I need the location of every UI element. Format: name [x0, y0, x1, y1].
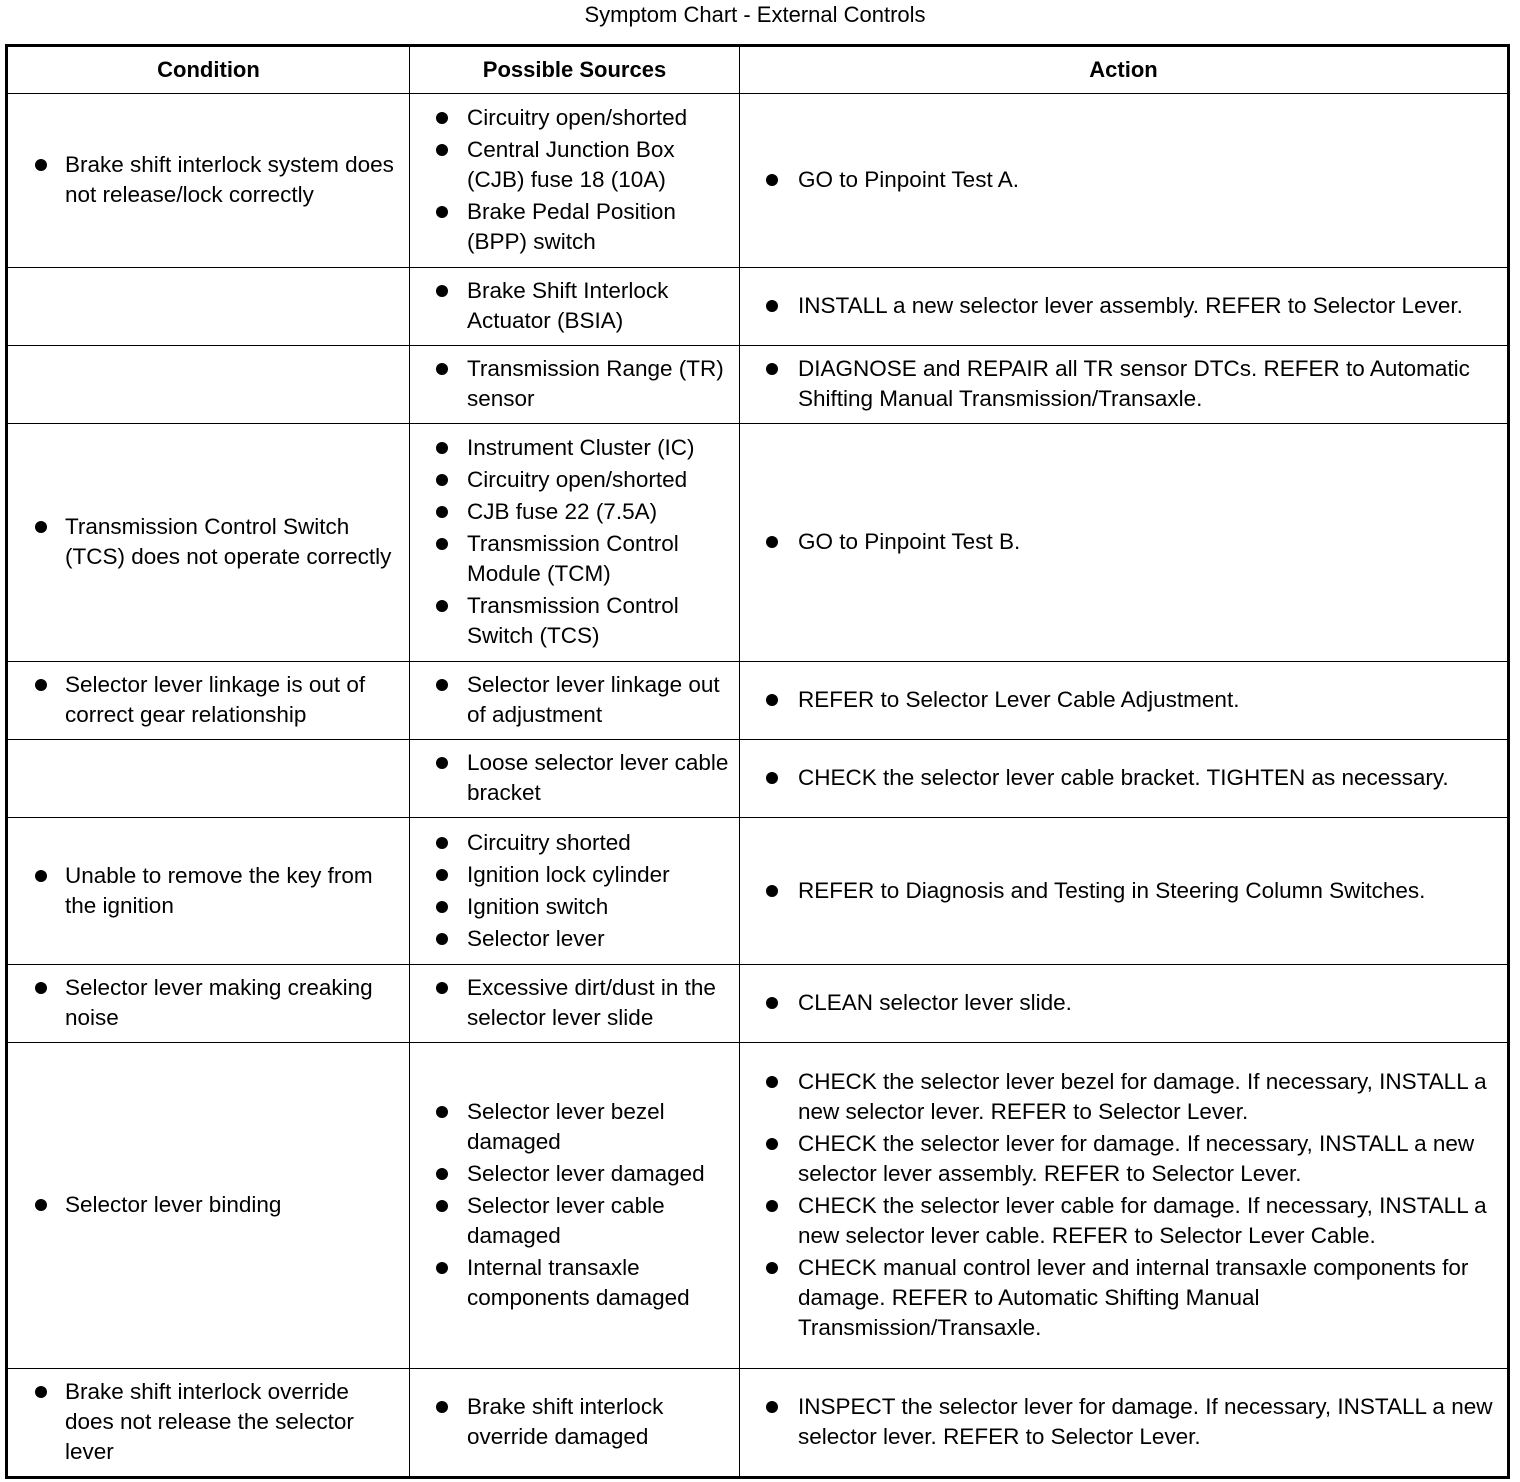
- condition-item: Selector lever making creaking noise: [8, 973, 403, 1033]
- bullet-list: [8, 1183, 409, 1228]
- chart-title: Symptom Chart - External Controls: [584, 2, 926, 27]
- bullet-list: [410, 96, 739, 265]
- action-cell: [740, 965, 1509, 1043]
- source-item: Selector lever linkage out of adjustment: [410, 670, 733, 730]
- bullet-list: [410, 663, 739, 738]
- table-row: [7, 1043, 1509, 1369]
- sources-cell: [410, 94, 740, 268]
- action-item: REFER to Selector Lever Cable Adjustment.: [740, 685, 1501, 715]
- source-item: Ignition lock cylinder: [410, 860, 733, 890]
- condition-cell: [7, 1043, 410, 1369]
- bullet-list: [8, 505, 409, 580]
- table-row: [7, 818, 1509, 965]
- bullet-list: [410, 741, 739, 816]
- action-item: CLEAN selector lever slide.: [740, 988, 1501, 1018]
- condition-item: Brake shift interlock system does not release/lock correctly: [8, 150, 403, 210]
- action-cell: [740, 1369, 1509, 1478]
- bullet-list: [410, 821, 739, 962]
- action-cell: [740, 424, 1509, 662]
- condition-cell: [7, 965, 410, 1043]
- condition-item: Brake shift interlock override does not release the selector lever: [8, 1377, 403, 1467]
- bullet-list: [8, 143, 409, 218]
- bullet-list: [740, 1060, 1507, 1351]
- source-item: Selector lever cable damaged: [410, 1191, 733, 1251]
- sources-cell: [410, 818, 740, 965]
- source-item: Brake shift interlock override damaged: [410, 1392, 733, 1452]
- source-item: Loose selector lever cable bracket: [410, 748, 733, 808]
- action-cell: [740, 346, 1509, 424]
- bullet-list: [410, 966, 739, 1041]
- source-item: Excessive dirt/dust in the selector lever slide: [410, 973, 733, 1033]
- sources-cell: [410, 424, 740, 662]
- source-item: CJB fuse 22 (7.5A): [410, 497, 733, 527]
- action-item: INSTALL a new selector lever assembly. REFER to Selector Lever.: [740, 291, 1501, 321]
- bullet-list: [410, 1090, 739, 1321]
- bullet-list: [740, 520, 1507, 565]
- action-item: GO to Pinpoint Test B.: [740, 527, 1501, 557]
- condition-cell: [7, 424, 410, 662]
- bullet-list: [8, 966, 409, 1041]
- table-row: [7, 346, 1509, 424]
- source-item: Central Junction Box (CJB) fuse 18 (10A): [410, 135, 733, 195]
- bullet-list: [740, 981, 1507, 1026]
- bullet-list: [740, 158, 1507, 203]
- action-cell: [740, 94, 1509, 268]
- source-item: Brake Shift Interlock Actuator (BSIA): [410, 276, 733, 336]
- bullet-list: [410, 269, 739, 344]
- sources-cell: [410, 1369, 740, 1478]
- condition-cell: [7, 818, 410, 965]
- table-row: [7, 965, 1509, 1043]
- source-item: Instrument Cluster (IC): [410, 433, 733, 463]
- source-item: Transmission Range (TR) sensor: [410, 354, 733, 414]
- bullet-list: [740, 1385, 1507, 1460]
- bullet-list: [8, 854, 409, 929]
- bullet-list: [8, 1370, 409, 1475]
- condition-item: Unable to remove the key from the ignition: [8, 861, 403, 921]
- action-cell: [740, 662, 1509, 740]
- bullet-list: [740, 678, 1507, 723]
- condition-cell: [7, 662, 410, 740]
- action-item: GO to Pinpoint Test A.: [740, 165, 1501, 195]
- action-item: CHECK the selector lever for damage. If necessary, INSTALL a new selector lever assembly. REFER to Selector Lever.: [740, 1129, 1501, 1189]
- condition-cell: [7, 94, 410, 268]
- header-condition: Condition: [7, 46, 410, 94]
- source-item: Selector lever bezel damaged: [410, 1097, 733, 1157]
- source-item: Selector lever damaged: [410, 1159, 733, 1189]
- sources-cell: [410, 662, 740, 740]
- action-cell: [740, 740, 1509, 818]
- header-action: Action: [740, 46, 1509, 94]
- table-row: [7, 424, 1509, 662]
- table-row: [7, 94, 1509, 268]
- sources-cell: [410, 346, 740, 424]
- condition-cell: [7, 1369, 410, 1478]
- condition-item: Selector lever linkage is out of correct gear relationship: [8, 670, 403, 730]
- header-row: [7, 46, 1509, 94]
- sources-cell: [410, 268, 740, 346]
- header-possible-sources: Possible Sources: [410, 46, 740, 94]
- bullet-list: [740, 284, 1507, 329]
- sources-cell: [410, 1043, 740, 1369]
- action-cell: [740, 1043, 1509, 1369]
- action-item: DIAGNOSE and REPAIR all TR sensor DTCs. REFER to Automatic Shifting Manual Transmission/Transaxle.: [740, 354, 1501, 414]
- source-item: Circuitry shorted: [410, 828, 733, 858]
- chart-body: [7, 94, 1509, 1478]
- action-item: INSPECT the selector lever for damage. If necessary, INSTALL a new selector lever. REFER to Selector Lever.: [740, 1392, 1501, 1452]
- source-item: Transmission Control Module (TCM): [410, 529, 733, 589]
- bullet-list: [740, 869, 1507, 914]
- sources-cell: [410, 965, 740, 1043]
- action-item: CHECK the selector lever cable for damage. If necessary, INSTALL a new selector lever cable. REFER to Selector Lever Cable.: [740, 1191, 1501, 1251]
- source-item: Ignition switch: [410, 892, 733, 922]
- action-cell: [740, 818, 1509, 965]
- table-row: [7, 1369, 1509, 1478]
- symptom-chart-table: [5, 44, 1510, 1479]
- bullet-list: [410, 426, 739, 659]
- action-cell: [740, 268, 1509, 346]
- action-item: CHECK manual control lever and internal transaxle components for damage. REFER to Automatic Shifting Manual Transmission/Transaxle.: [740, 1253, 1501, 1343]
- action-item: CHECK the selector lever cable bracket. TIGHTEN as necessary.: [740, 763, 1501, 793]
- source-item: Internal transaxle components damaged: [410, 1253, 733, 1313]
- bullet-list: [410, 347, 739, 422]
- action-item: CHECK the selector lever bezel for damage. If necessary, INSTALL a new selector lever. REFER to Selector Lever.: [740, 1067, 1501, 1127]
- condition-cell: [7, 346, 410, 424]
- source-item: Circuitry open/shorted: [410, 465, 733, 495]
- sources-cell: [410, 740, 740, 818]
- bullet-list: [740, 347, 1507, 422]
- source-item: Transmission Control Switch (TCS): [410, 591, 733, 651]
- source-item: Selector lever: [410, 924, 733, 954]
- bullet-list: [740, 756, 1507, 801]
- source-item: Brake Pedal Position (BPP) switch: [410, 197, 733, 257]
- source-item: Circuitry open/shorted: [410, 103, 733, 133]
- condition-item: Transmission Control Switch (TCS) does not operate correctly: [8, 512, 403, 572]
- condition-item: Selector lever binding: [8, 1190, 403, 1220]
- bullet-list: [410, 1385, 739, 1460]
- table-row: [7, 662, 1509, 740]
- condition-cell: [7, 268, 410, 346]
- condition-cell: [7, 740, 410, 818]
- action-item: REFER to Diagnosis and Testing in Steering Column Switches.: [740, 876, 1501, 906]
- table-row: [7, 268, 1509, 346]
- bullet-list: [8, 663, 409, 738]
- table-row: [7, 740, 1509, 818]
